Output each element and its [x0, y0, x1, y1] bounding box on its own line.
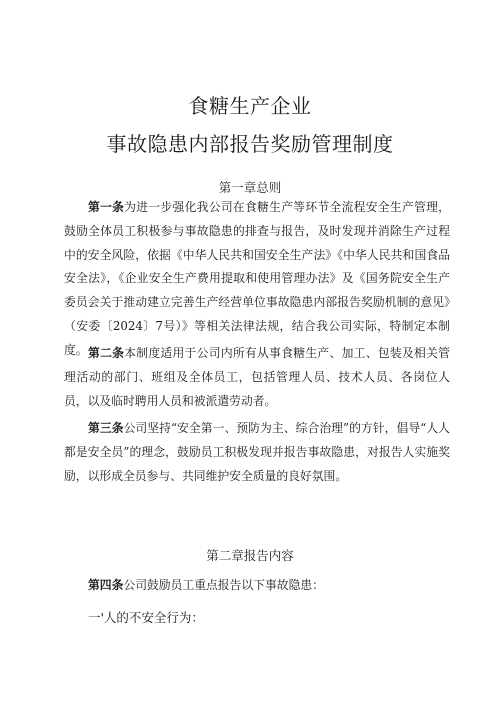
article-3-paragraph: [64, 417, 450, 488]
chapter-heading-report-content: 第二章报告内容: [206, 548, 294, 563]
article-4-label: 第四条: [88, 578, 124, 592]
article-1-text: 为进一步强化我公司在食糖生产等环节全流程安全生产管理，鼓励全体员工积极参与事故隐患的排查与报告，及时发现并消除生产过程中的安全风险，依据《中华人民共和国安全生产法》《中华人民共和国食品安全法》，《企业安全生产费用提取和使用管理办法》及《国务院安全生产委员会关于推动建立完善生产经营单位事故隐患内部报告奖励机制的意见》（安委〔2024〕7号）》等相关法律法规，结合我公司实际，特制定本制度。: [64, 200, 450, 357]
article-4-paragraph: [64, 574, 450, 598]
article-2-label: 第二条: [88, 346, 125, 360]
chapter-heading-general: 第一章总则: [218, 180, 282, 195]
document-title-line2: 事故隐患内部报告奖励管理制度: [106, 132, 394, 156]
article-2-paragraph: [64, 342, 450, 413]
article-1-label: 第一条: [88, 200, 125, 214]
article-3-label: 第三条: [88, 421, 124, 435]
article-1-paragraph: [64, 196, 450, 363]
article-4-text: 公司鼓励员工重点报告以下事故隐患：: [123, 578, 324, 592]
article-3-text: 公司坚持“安全第一、预防为主、综合治理”的方针，倡导“人人都是安全员”的理念，鼓励员工积极发现并报告事故隐患，对报告人实施奖励，以形成全员参与、共同维护安全质量的良好氛围。: [64, 421, 450, 483]
subitem-unsafe-behavior: 一'人的不安全行为：: [88, 610, 204, 625]
article-2-text: 本制度适用于公司内所有从事食糖生产、加工、包装及相关管理活动的部门、班组及全体员工，包括管理人员、技术人员、各岗位人员，以及临时聘用人员和被派遣劳动者。: [64, 346, 450, 408]
document-title-line1: 食糖生产企业: [188, 94, 312, 118]
